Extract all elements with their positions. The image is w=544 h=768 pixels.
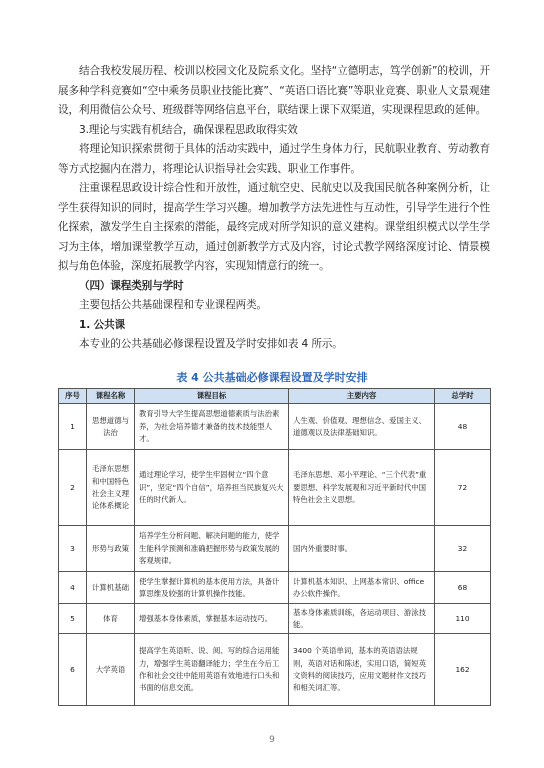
paragraph-table-reference: 本专业的公共基础必修课程设置及学时安排如表 4 所示。 — [79, 338, 343, 350]
cell-index: 1 — [59, 404, 87, 450]
cell-course-goal: 使学生掌握计算机的基本使用方法，具备计算思维及较强的计算机操作技能。 — [135, 572, 289, 604]
cell-index: 2 — [59, 450, 87, 526]
cell-main-content: 基本身体素质训练，各运动项目、游泳技能。 — [289, 604, 435, 634]
cell-total-hours: 32 — [435, 526, 491, 572]
table-row — [59, 572, 491, 604]
cell-course-name: 大学英语 — [87, 634, 135, 706]
cell-course-name: 思想道德与法治 — [87, 404, 135, 450]
cell-course-goal: 增强基本身体素质，掌握基本运动技巧。 — [135, 604, 289, 634]
cell-main-content: 3400 个英语单词，基本的英语语法规则，英语对话和陈述，实用口语，简短英文资料的阅读技巧，应用文题材作文技巧和相关词汇等。 — [289, 634, 435, 706]
header-course-goal: 课程目标 — [135, 389, 289, 404]
section-heading-course-categories: （四）课程类别与学时 — [79, 279, 184, 292]
subheading-theory-practice: 3.理论与实践有机结合，确保课程思政取得实效 — [79, 123, 298, 136]
cell-total-hours: 110 — [435, 604, 491, 634]
cell-course-name: 形势与政策 — [87, 526, 135, 572]
table-row — [59, 450, 491, 526]
table-header-row — [59, 389, 491, 404]
header-index: 序号 — [59, 389, 87, 404]
cell-total-hours: 48 — [435, 404, 491, 450]
paragraph-campus-culture: 结合我校发展历程、校训以校园文化及院系文化。坚持“立德明志，笃学创新”的校训，开展多种学科竞赛如“空中乘务员职业技能比赛”、“英语口语比赛”等职业竞赛、职业人文景观建设，利用微信公众号、班级群等网络信息平台，联结课上课下双渠道，实现课程思政的延伸。 — [58, 65, 490, 116]
page-number: 9 — [269, 735, 275, 745]
cell-course-goal: 培养学生分析问题、解决问题的能力，使学生能科学预测和准确把握形势与政策发展的客观规律。 — [135, 526, 289, 572]
cell-total-hours: 162 — [435, 634, 491, 706]
paragraph-course-types: 主要包括公共基础课程和专业课程两类。 — [79, 299, 267, 311]
header-course-name: 课程名称 — [87, 389, 135, 404]
paragraph-practice: 将理论知识探索贯彻于具体的活动实践中，通过学生身体力行，民航职业教育、劳动教育等方式挖掘内在潜力，将理论认识指导社会实践、职业工作事件。 — [58, 143, 490, 175]
cell-index: 4 — [59, 572, 87, 604]
cell-course-name: 体育 — [87, 604, 135, 634]
cell-index: 6 — [59, 634, 87, 706]
cell-total-hours: 72 — [435, 450, 491, 526]
cell-course-name: 计算机基础 — [87, 572, 135, 604]
cell-course-name: 毛泽东思想和中国特色社会主义理论体系概论 — [87, 450, 135, 526]
cell-main-content: 国内外重要时事。 — [289, 526, 435, 572]
cell-index: 5 — [59, 604, 87, 634]
cell-main-content: 毛泽东思想、邓小平理论、“三个代表”重要思想、科学发展观和习近平新时代中国特色社会主义思想。 — [289, 450, 435, 526]
cell-main-content: 计算机基本知识、上网基本常识、office 办公软件操作。 — [289, 572, 435, 604]
cell-course-goal: 提高学生英语听、说、阅、写的综合运用能力，增强学生英语翻译能力；学生在今后工作和社会交往中能用英语有效地进行口头和书面的信息交流。 — [135, 634, 289, 706]
subheading-public-courses: 1. 公共课 — [79, 318, 125, 331]
cell-course-goal: 教育引导大学生提高思想道德素质与法治素养，为社会培养德才兼备的技术技能型人才。 — [135, 404, 289, 450]
header-total-hours: 总学时 — [435, 389, 491, 404]
cell-course-goal: 通过理论学习，使学生牢固树立“四个意识”，坚定“四个自信”，培养担当民族复兴大任的时代新人。 — [135, 450, 289, 526]
table-row — [59, 634, 491, 706]
cell-main-content: 人生观、价值观、理想信念、爱国主义、道德观以及法律基础知识。 — [289, 404, 435, 450]
table-title: 表 4 公共基础必修课程设置及学时安排 — [176, 371, 368, 384]
paragraph-course-design: 注重课程思政设计综合性和开放性，通过航空史、民航史以及我国民航各种案例分析，让学生获得知识的同时，提高学生学习兴趣。增加教学方法先进性与互动性，引导学生进行个性化探索，激发学生自主探索的潜能，最终完成对所学知识的意义建构。课堂组织模式以学生学习为主体，增加课堂教学互动，通过创新教学方式及内容，讨论式教学网络深度讨论、情景模拟与角色体验，深度拓展教学内容，实现知情意行的统一。 — [58, 182, 490, 272]
body-text — [58, 62, 490, 355]
table-row — [59, 526, 491, 572]
cell-total-hours: 68 — [435, 572, 491, 604]
cell-index: 3 — [59, 526, 87, 572]
header-main-content: 主要内容 — [289, 389, 435, 404]
course-table — [58, 388, 491, 706]
table-row — [59, 604, 491, 634]
table-row — [59, 404, 491, 450]
